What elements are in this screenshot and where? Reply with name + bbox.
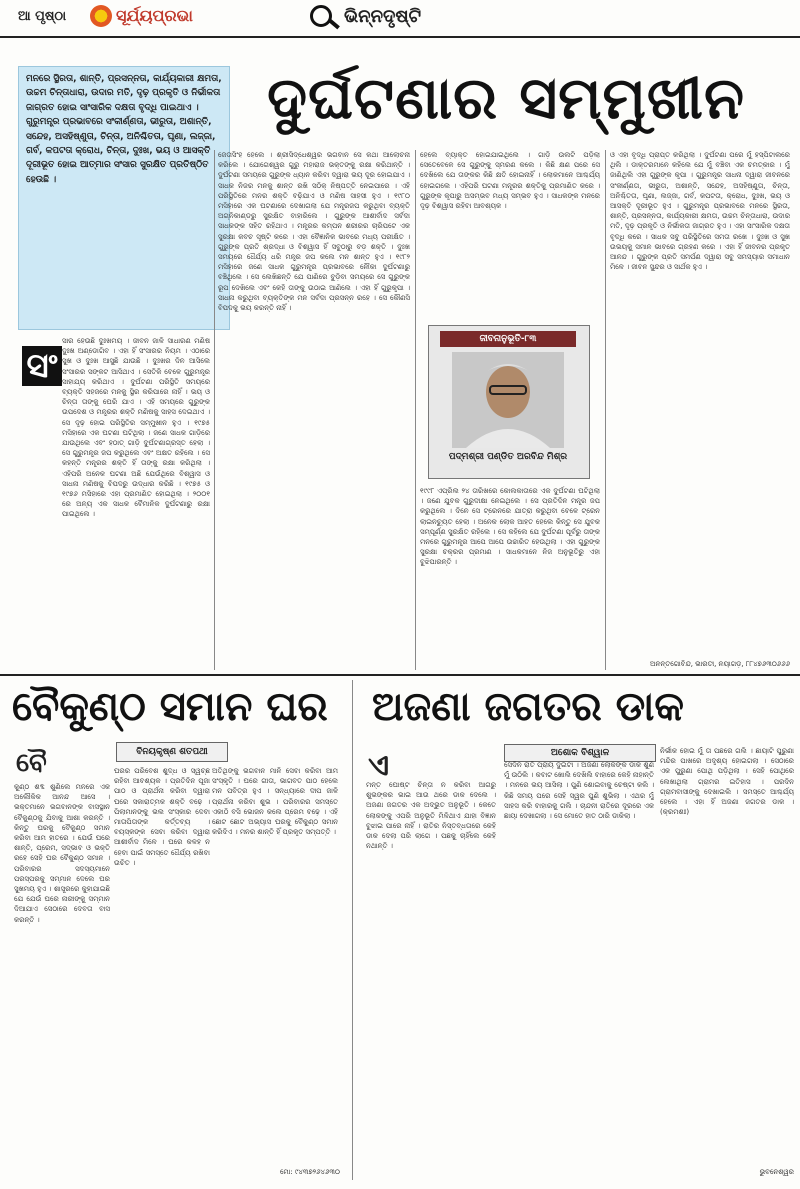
article-tail: ଅନନ୍ତଗୋବିନ୍ଦ, ଭାରତୀ, ନୟାଗଡ଼, ୮୮୪୭୬୩୦୬୬୬ — [650, 660, 790, 668]
article-3-column-1 — [366, 746, 496, 1178]
article-column-3b: ୧୯୯୮ ଏପ୍ରିଲ ୨୪ ତାରିଖରେ କୋଲକାତାରେ ଏକ ଦୁର୍ଘଟଣା ଘଟିଥିଲା । ଜଣେ ଯୁବକ ଗୁରୁଦୀକ୍ଷା ନେଇଥିଲେ । ସେ ପ୍ରତିଦିନ ମନ୍ତ୍ର ଜପ କରୁଥିଲେ । ଦିନେ ସେ ଟ୍ରେନରେ ଯାତ୍ରା କରୁଥିବା ବେଳେ ଟ୍ରେନ ଲାଇନଚ୍ୟୁତ ହେଲା । ଅନେକ ଲୋକ ଆହତ ହେଲେ କିନ୍ତୁ ସେ ଯୁବକ ସମ୍ପୂର୍ଣ୍ଣ ସୁରକ୍ଷିତ ରହିଲେ । ସେ କହିଲେ ଯେ ଦୁର୍ଘଟଣା ପୂର୍ବରୁ ତାଙ୍କ ମନରେ ଗୁରୁମନ୍ତ୍ର ଆପେ ଆପେ ଉଚ୍ଚାରିତ ହେଉଥିଲା । ଏହା ଗୁରୁଙ୍କ ସୁରକ୍ଷା ଚକ୍ରର ପ୍ରମାଣ । ସାଧକମାନେ ନିଜ ଅନୁଭୂତିରୁ ଏହା ବୁଝିପାରନ୍ତି । — [420, 487, 600, 567]
column-text: ଘରର ପରିବେଶ ଶୁଦ୍ଧ ଓ ସ୍ୱଚ୍ଛ ରହିବା ଆବଶ୍ୟକ । ପ୍ରତିଦିନ ପୂଜା ପାଠ ଓ ପ୍ରାର୍ଥନା କରିବା ଦ୍ୱାରା ଘରେ ସକାରାତ୍ମକ ଶକ୍ତି ବଢ଼େ । ପିଲାମାନଙ୍କୁ ଭଲ ସଂସ୍କାର ଦେବା ମାତାପିତାଙ୍କ କର୍ତ୍ତବ୍ୟ । ବୟସ୍କଙ୍କ ସେବା କରିବା ଦ୍ୱାରା ଆଶୀର୍ବାଦ ମିଳେ । ଘରେ କଳହ ନ ହେବା ପାଇଁ ସମସ୍ତେ ଧୈର୍ଯ୍ୟ ରଖିବା ଉଚିତ । — [114, 767, 210, 867]
column-divider — [605, 150, 606, 670]
article-column-2: ଜେତାସିଂହ ହେଲେ । ଶ୍ରୀସିଦ୍ଧେଶ୍ୱର ଭଗବାନ ସେ କଥା ଆଲୋଚନା କରିଲେ । ଯୋଗେଶ୍ୱର ଗୁରୁ ମହାରାଜ ଭକ୍ତଙ୍କୁ ରକ୍ଷା କରିଥାନ୍ତି । ଦୁର୍ଘଟଣା ସମୟରେ ଗୁରୁଙ୍କ ଧ୍ୟାନ କରିବା ଦ୍ୱାରା ଭୟ ଦୂର ହୋଇଯାଏ । ସାଧକ ନିଜର ମନକୁ ଶାନ୍ତ ରଖି ସଠିକ୍ ନିଷ୍ପତ୍ତି ନେଇପାରେ । ଏହି ପରିସ୍ଥିତିରେ ମନର ଶକ୍ତି ବଢ଼ିଯାଏ ଓ ମଣିଷ ସାହସୀ ହୁଏ । ୧୯୮୦ ମସିହାରେ ଏକ ଘଟଣାରେ ଦେଖାଗଲା ଯେ ମନ୍ତ୍ରଜପ କରୁଥିବା ବ୍ୟକ୍ତି ଅଗ୍ନିକାଣ୍ଡରୁ ସୁରକ୍ଷିତ ବାହାରିଲେ । ଗୁରୁଙ୍କ ଆଶୀର୍ବାଦ ସର୍ବଦା ସାଧକଙ୍କ ସହିତ ରହିଥାଏ । ମନ୍ତ୍ରର କମ୍ପନ ଶରୀରର ଚାରିପଟେ ଏକ ସୁରକ୍ଷା କବଚ ସୃଷ୍ଟି କରେ । ଏହା ବୈଜ୍ଞାନିକ ଭାବରେ ମଧ୍ୟ ପରୀକ୍ଷିତ । ଗୁରୁଙ୍କ ପ୍ରତି ଶ୍ରଦ୍ଧା ଓ ବିଶ୍ୱାସ ହିଁ ସବୁଠାରୁ ବଡ଼ ଶକ୍ତି । ଦୁଃଖ ସମୟରେ ଧୈର୍ଯ୍ୟ ଧରି ମନ୍ତ୍ର ଜପ କଲେ ମନ ଶାନ୍ତ ହୁଏ । ୧୯୮୨ ମସିହାରେ ଜଣେ ସାଧକ ଗୁରୁମନ୍ତ୍ର ପ୍ରଭାବରେ ନୌକା ଦୁର୍ଘଟଣାରୁ ବଞ୍ଚିଥିଲେ । ସେ ଲେଖିଛନ୍ତି ଯେ ପାଣିରେ ବୁଡ଼ିବା ସମୟରେ ସେ ଗୁରୁଙ୍କ ରୂପ ଦେଖିଲେ ଏବଂ କେହି ତାଙ୍କୁ ଉଠାଇ ଆଣିଲେ । ଏହା ହିଁ ଗୁରୁକୃପା । ସାଧନା କରୁଥିବା ବ୍ୟକ୍ତିଙ୍କ ମନ ସର୍ବଦା ପ୍ରସନ୍ନ ରହେ । ସେ କୌଣସି ବିପଦକୁ ଭୟ କରନ୍ତି ନାହିଁ । — [218, 151, 410, 313]
section-heading — [310, 2, 510, 32]
article-2-column-2 — [114, 746, 210, 1176]
sun-icon — [90, 5, 112, 27]
intro-text: ମନରେ ସ୍ଥିରତା, ଶାନ୍ତି, ପ୍ରସନ୍ନତା, କାର୍ଯ୍ୟକାରୀ କ୍ଷମତା, ଉଚ୍ଚମ ଚିନ୍ତାଧାରା, ଉଦାର ମତି, ଦୃଢ଼ ପ୍ରକୃତି ଓ ନିର୍ଭୀକତା ଜାଗ୍ରତ ହୋଇ ସାଂସାରିକ ଦକ୍ଷତା ବୃଦ୍ଧି ପାଇଥାଏ । ଗୁରୁମନ୍ତ୍ର ପ୍ରଭାବରେ ସଂକୀର୍ଣ୍ଣତା, ଭୀରୁତା, ଅଶାନ୍ତି, ସନ୍ଦେହ, ଅସହିଷ୍ଣୁତା, ଚିନ୍ତା, ଅନିଶ୍ଚିତତା, ଘୃଣା, ଲଜ୍ଜା, ଗର୍ବ, କପଟତା କ୍ରୋଧ, ଚିନ୍ତା, ଦୁଃଖ, ଭୟ ଓ ଆସକ୍ତି ଦୂରୀଭୂତ ହୋଇ ଆତ୍ମାର ସଂସାର ସୁରକ୍ଷିତ ପ୍ରତିଷ୍ଠିତ ହେଉଛି । — [26, 74, 222, 185]
header-rule — [0, 36, 800, 38]
column-text: ମନ୍ତ ଘୋଷ୍ଟ ଚିନ୍ତା ନ କରିବା ଆଗରୁ ଶୁଭଙ୍କର ଭାଇ ଆଉ ଥରେ ଡାକ ଦେଲେ । ଅଜଣା ଜଗତର ଏକ ଅଦ୍ଭୁତ ଅନୁଭୂତି । କେତେ ଲୋକଙ୍କୁ ଏପରି ଅନୁଭୂତି ମିଳିଥାଏ ଯାହା ବିଜ୍ଞାନ ବୁଝାଇ ପାରେ ନାହିଁ । ରାତିର ନିସ୍ତବ୍ଧତାରେ କେହି ଡାକ ଦେଲା ପରି ଲାଗେ । ପଛକୁ ଚାହିଁଲେ କେହି ନଥାନ୍ତି । — [366, 781, 496, 851]
byline-2: ଅଶୋକ ବିଶ୍ୱାଳ — [504, 744, 656, 762]
article-title: ଦୁର୍ଘଟଣାର ସମ୍ମୁଖୀନ — [267, 64, 745, 132]
article-column-3: ହେଲେ ବ୍ୟାକ୍ତ ହୋଇଯାଇଥିଲେ । ଗାଡ଼ି ଉଲଟି ପଡ଼ିଲା ସେତେବେଳେ ସେ ଗୁରୁଙ୍କୁ ସ୍ମରଣ କଲେ । କିଛି କ୍ଷଣ ପରେ ସେ ଦେଖିଲେ ଯେ ତାଙ୍କର କିଛି କ୍ଷତି ହୋଇନାହିଁ । ଲୋକମାନେ ଆଶ୍ଚର୍ଯ୍ୟ ହୋଇଗଲେ । ଏହିପରି ଘଟଣା ମନ୍ତ୍ରର ଶକ୍ତିକୁ ପ୍ରମାଣିତ କରେ । ଗୁରୁଙ୍କ କୃପାରୁ ଅସମ୍ଭବ ମଧ୍ୟ ସମ୍ଭବ ହୁଏ । ସାଧକଙ୍କ ମନରେ ଦୃଢ଼ ବିଶ୍ୱାସ ରହିବା ଆବଶ୍ୟକ । — [420, 151, 600, 211]
article-title-2: ବୈକୁଣ୍ଠ ସମାନ ଘର — [12, 684, 328, 730]
column-text: ସାର ହେଉଛି ଦୁଃଖମୟ । ଜୀବନ ଜାଳି ସାଧାରଣ ମଣିଷ ଦୁଃଖ ଅଣ୍ଡୋଗିବ । ଏହା ହିଁ ସଂସାରର ନିୟମ । ଏଠାରେ ସୁଖ ଓ ଦୁଃଖ ଆସୁଛି ଯାଉଛି । ଦୁଃଖର ଦିନ ଆସିଲେ ସଂସାରର ସଙ୍କଟ ଆସିଥାଏ । ସେତିକି ବେଳେ ଗୁରୁମନ୍ତ୍ର ସାହାଯ୍ୟ କରିଥାଏ । ଦୁର୍ଘଟଣା ପରିସ୍ଥିତି ସମୟରେ ବ୍ୟକ୍ତି ସହଜରେ ମନକୁ ସ୍ଥିର କରିପାରେ ନାହିଁ । ଭୟ ଓ ଚିନ୍ତା ତାଙ୍କୁ ଘେରି ଯାଏ । ଏହି ସମୟରେ ଗୁରୁଙ୍କ ଉପଦେଶ ଓ ମନ୍ତ୍ରର ଶକ୍ତି ମଣିଷକୁ ସାହସ ଦେଇଥାଏ । ସେ ଦୃଢ଼ ହୋଇ ପରିସ୍ଥିତିର ସମ୍ମୁଖୀନ ହୁଏ । ୧୯୭୫ ମସିହାରେ ଏକ ଘଟଣା ଘଟିଥିଲା । ଜଣେ ସାଧକ ଗାଡ଼ିରେ ଯାଉଥିଲେ ଏବଂ ହଠାତ୍ ଗାଡ଼ି ଦୁର୍ଘଟଣାଗ୍ରସ୍ତ ହେଲା । ସେ ଗୁରୁମନ୍ତ୍ର ଜପ କରୁଥିଲେ ଏବଂ ଅକ୍ଷତ ରହିଲେ । ସେ କହନ୍ତି ମନ୍ତ୍ରର ଶକ୍ତି ହିଁ ତାଙ୍କୁ ରକ୍ଷା କରିଥିଲା । ଏହିପରି ଅନେକ ଘଟଣା ଅଛି ଯେଉଁଥିରେ ବିଶ୍ୱାସ ଓ ସାଧନା ମଣିଷକୁ ବିପଦରୁ ଉଦ୍ଧାର କରିଛି । ୧୯୭୫ ଓ ୧୯୭୬ ମସିହାରେ ଏହା ପ୍ରମାଣିତ ହୋଇଥିଲା । ୨୦୦୧ ରେ ଅନ୍ୟ ଏକ ସାଧକ ବୈମାନିକ ଦୁର୍ଘଟଣାରୁ ରକ୍ଷା ପାଇଥିଲେ । — [62, 337, 210, 519]
column-divider — [415, 150, 416, 670]
column-divider — [352, 680, 353, 1180]
article-column-1 — [18, 336, 210, 666]
dropcap: ସଂ — [22, 346, 62, 386]
series-tag: ଜୀବନାନୁଭୂତି-୮୩ — [440, 331, 576, 347]
column-text: କୁଣ୍ଠ ଶବ୍ଦ ଶୁଣିଲେ ମନରେ ଏକ ଅଲୌକିକ ଆନନ୍ଦ ଆସେ । ଭକ୍ତମାନେ ଭଗବାନଙ୍କ ବାସସ୍ଥାନ ବୈକୁଣ୍ଠକୁ ଯିବାକୁ ଆଶା କରନ୍ତି । କିନ୍ତୁ ଘରକୁ ବୈକୁଣ୍ଠ ସମାନ କରିବା ଆମ ହାତରେ । ଯେଉଁ ଘରେ ଶାନ୍ତି, ପ୍ରେମ, ସଦ୍ଭାବ ଓ ଭକ୍ତି ରହେ ସେହି ଘର ବୈକୁଣ୍ଠ ସମାନ । ପରିବାରର ସଦସ୍ୟମାନେ ପରସ୍ପରକୁ ସମ୍ମାନ ଦେଲେ ଘର ସୁଖମୟ ହୁଏ । ଶାସ୍ତ୍ରରେ କୁହାଯାଇଛି ଯେ ଯେଉଁ ଘରେ ନାରୀଙ୍କୁ ସମ୍ମାନ ଦିଆଯାଏ ସେଠାରେ ଦେବତା ବାସ କରନ୍ତି । — [14, 783, 110, 924]
author-photo — [452, 352, 564, 448]
article-3-column-2: ସେଦିନ ରାତି ପ୍ରାୟ ଦୁଇଟା । ଅଜଣା ଲୋକଙ୍କ ଡାକ ଶୁଣି ମୁଁ ଉଠିଲି । କବାଟ ଖୋଲି ଦେଖିଲି ବାହାରେ କେହି ନାହାନ୍ତି । ମନରେ ଭୟ ଆସିଲା । ପୁଣି ଶୋଇବାକୁ ଚେଷ୍ଟା କଲି । କିଛି ସମୟ ପରେ ସେହି ସ୍ୱର ପୁଣି ଶୁଭିଲା । ଏଥର ମୁଁ ସାହସ କରି ବାହାରକୁ ଗଲି । ଚାନ୍ଦନୀ ରାତିରେ ଦୂରରେ ଏକ ଛାୟା ଦେଖାଗଲା । ସେ ମୋତେ ହାତ ଠାରି ଡାକିଲା । — [504, 761, 654, 821]
author-name: ପଦ୍ମଶ୍ରୀ ପଣ୍ଡିତ ଅରବିନ୍ଦ ମିଶ୍ର — [448, 452, 568, 462]
article-title-3: ଅଜଣା ଜଗତର ଡାକ — [372, 684, 684, 730]
dropcap-2: ବୈ — [16, 748, 47, 778]
page-label: ଆ ପୃଷ୍ଠା — [18, 9, 67, 24]
article-2-column-3 — [212, 746, 338, 1176]
phone-number: ମୋ: ୯୪୩୭୨୬୪୬୩୦ — [279, 1168, 340, 1176]
column-text: ଅତିଥିଙ୍କୁ ଭଗବାନ ମାନି ସେବା କରିବା ଆମ ସଂସ୍କୃତି । ଘରେ ଗୀତା, ଭାଗବତ ପାଠ ହେଲେ ମନ ପବିତ୍ର ହୁଏ । ସନ୍ଧ୍ୟାରେ ଦୀପ ଜାଳି ପ୍ରାର୍ଥନା କରିବା ଶୁଭ । ପରିବାରର ସମସ୍ତେ ଏକାଠି ବସି ଭୋଜନ କଲେ ପ୍ରେମ ବଢ଼େ । ଏହି ଛୋଟ ଛୋଟ ଅଭ୍ୟାସ ଘରକୁ ବୈକୁଣ୍ଠ ସମାନ କରିଦିଏ । ମନର ଶାନ୍ତି ହିଁ ପ୍ରକୃତ ସମ୍ପତ୍ତି । — [212, 767, 338, 837]
article-column-4: ଓ ଏହା ବୃଦ୍ଧି ପ୍ରାପ୍ତ କରିଥିଲା । ଦୁର୍ଘଟଣା ପରେ ମୁଁ ହସ୍ପିଟାଲରେ ଥିଲି । ଡାକ୍ତରମାନେ କହିଲେ ଯେ ମୁଁ ବଞ୍ଚିବା ଏକ ଚମତ୍କାର । ମୁଁ ଜାଣିଥିଲି ଏହା ଗୁରୁଙ୍କ କୃପା । ଗୁରୁମନ୍ତ୍ର ସାଧନା ଦ୍ୱାରା ଜୀବନରେ ସଂକୀର୍ଣ୍ଣତା, ଭୀରୁତା, ଅଶାନ୍ତି, ସନ୍ଦେହ, ଅସହିଷ୍ଣୁତା, ଚିନ୍ତା, ଅନିଶ୍ଚିତତା, ଘୃଣା, ଲଜ୍ଜା, ଗର୍ବ, କପଟତା, କ୍ରୋଧ, ଦୁଃଖ, ଭୟ ଓ ଆସକ୍ତି ଦୂରୀଭୂତ ହୁଏ । ଗୁରୁମନ୍ତ୍ର ପ୍ରଭାବରେ ମନରେ ସ୍ଥିରତା, ଶାନ୍ତି, ପ୍ରସନ୍ନତା, କାର୍ଯ୍ୟକାରୀ କ୍ଷମତା, ଉଚ୍ଚମ ଚିନ୍ତାଧାରା, ଉଦାର ମତି, ଦୃଢ଼ ପ୍ରକୃତି ଓ ନିର୍ଭୀକତା ଜାଗ୍ରତ ହୁଏ । ଏହା ସାଂସାରିକ ଦକ୍ଷତା ବୃଦ୍ଧି କରେ । ସାଧକ ସବୁ ପରିସ୍ଥିତିରେ ସମତା ରଖେ । ଦୁଃଖ ଓ ସୁଖ ଉଭୟକୁ ସମାନ ଭାବରେ ଗ୍ରହଣ କରେ । ଏହା ହିଁ ଜୀବନର ପ୍ରକୃତ ଆନନ୍ଦ । ଗୁରୁଙ୍କ ପ୍ରତି ସମର୍ପଣ ଦ୍ୱାରା ସବୁ ସମସ୍ୟାର ସମାଧାନ ମିଳେ । ଜୀବନ ସୁନ୍ଦର ଓ ସାର୍ଥକ ହୁଏ । — [610, 151, 790, 272]
magnifier-handle — [328, 19, 340, 30]
paper-name: ସୂର୍ଯ୍ୟପ୍ରଭା — [116, 6, 193, 25]
section-label: ଭିନ୍ନଦୃଷ୍ଟି — [344, 6, 422, 27]
dropcap-3: ଏ — [368, 748, 390, 783]
masthead — [0, 0, 800, 36]
byline: ବିନୟକୃଷ୍ଣ ଶତପଥୀ — [116, 742, 228, 762]
signoff: ଭୁବନେଶ୍ୱର — [759, 1168, 794, 1176]
paper-logo — [90, 3, 240, 29]
magnifier-icon — [310, 5, 332, 27]
section-divider — [0, 674, 800, 676]
article-3-column-3: ନିର୍ଭୀକ ହୋଇ ମୁଁ ତା ପଛରେ ଗଲି । ଛାୟାଟି ପୁରୁଣା ମନ୍ଦିର ପାଖରେ ଅଦୃଶ୍ୟ ହୋଇଗଲା । ସେଠାରେ ଏକ ପୁରୁଣା ପୋଥି ପଡ଼ିଥିଲା । ସେହି ପୋଥିରେ ଲେଖାଥିଲା ଗ୍ରାମର ଇତିହାସ । ପରଦିନ ଗ୍ରାମବାସୀଙ୍କୁ ଦେଖାଇଲି । ସମସ୍ତେ ଆଶ୍ଚର୍ଯ୍ୟ ହେଲେ । ଏହା ହିଁ ଅଜଣା ଜଗତର ଡାକ । (କ୍ରମଶଃ) — [660, 747, 794, 817]
article-2-column-1 — [14, 748, 110, 1178]
column-divider — [214, 150, 215, 670]
